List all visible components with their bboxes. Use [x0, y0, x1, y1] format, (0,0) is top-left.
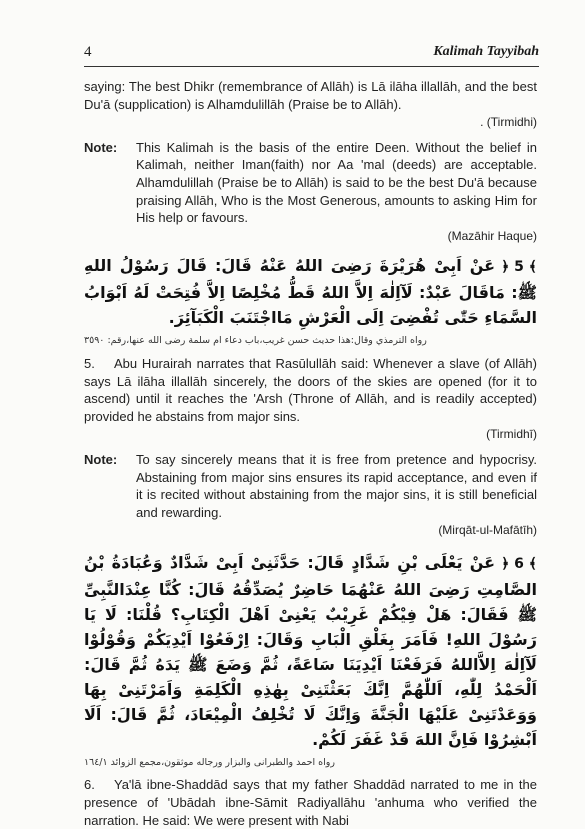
arabic-text: عَنْ اَبِىْ هُرَيْرَةَ رَضِىَ اللهُ عَنْهُ قَالَ: قَالَ رَسُوْلُ اللهِ ﷺ: مَاقَالَ عَبْدٌ: لَآاِلٰهَ اِلاَّ اللهُ قَطُّ مُخْلِصًا اِلاَّ فُتِحَتْ لَهُ اَبْوَابُ السَّمَاءِ حَتّٰى تُفْضِىَ اِلَى الْعَرْشِ مَااجْتَنَبَ الْكَبَآئِرَ.: [84, 256, 537, 328]
hadith-number: 6.: [84, 777, 95, 793]
arabic-text: عَنْ يَعْلَى بْنِ شَدَّادٍ قَالَ: حَدَّثَنِىْ اَبِىْ شَدَّادٌ وَعُبَادَةُ بْنُ الصَّامِتِ رَضِىَ اللهُ عَنْهُمَا حَاضِرٌ يُصَدِّقُهُ قَالَ: كُنَّا عِنْدَالنَّبِىِّ ﷺ فَقَالَ: هَلْ فِيْكُمْ غَرِيْبٌ يَعْنِىْ اَهْلَ الْكِتَابِ؟ قُلْنَا: لَا يَا رَسُوْلَ اللهِ! فَاَمَرَ بِغَلْقِ الْبَابِ وَقَالَ: اِرْفَعُوْا اَيْدِيَكُمْ وَقُوْلُوْا لَآاِلٰهَ اِلاَّاللهُ فَرَفَعْنَا اَيْدِيَنَا سَاعَةً، ثُمَّ وَضَعَ ﷺ يَدَهُ ثُمَّ قَالَ: اَلْحَمْدُ لِلّٰهِ، اَللّٰهُمَّ اِنَّكَ بَعَثْتَنِىْ بِهٰذِهِ الْكَلِمَةِ وَاَمَرْتَنِىْ بِهَا وَوَعَدْتَنِىْ عَلَيْهَا الْجَنَّةَ وَاِنَّكَ لَا تُخْلِفُ الْمِيْعَادَ، ثُمَّ قَالَ: اَلَا اَبْشِرُوْا فَاِنَّ اللهَ قَدْ غَفَرَ لَكُمْ.: [84, 552, 537, 749]
hadith-5-source: (Tirmidhī): [486, 427, 537, 442]
intro-paragraph: saying: The best Dhikr (remembrance of Allāh) is Lā ilāha illallāh, and the best Du'ā (supplication) is Alhamdulillāh (Praise be to Allāh).: [84, 79, 537, 112]
running-title: Kalimah Tayyibah: [433, 44, 539, 59]
page-number: 4: [84, 44, 92, 60]
note-2: [84, 451, 537, 540]
translation-text: Ya'lā ibne-Shaddād says that my father Shaddād narrated to me in the presence of 'Ubādah ibne-Sāmit Radiyallāhu 'anhuma who verified the narration. He said: We were present with Nabi: [84, 777, 537, 828]
note-text: To say sincerely means that it is free from pretence and hypocrisy. Abstaining from major sins ensures its rapid acceptance, and even if it is recited without abstaining from the major sins, it is still beneficial and rewarding.: [136, 451, 537, 520]
hadith-5-arabic: [84, 253, 537, 330]
note-label: Note:: [84, 139, 118, 155]
hadith-number-badge: ﴿ 5 ﴾: [501, 259, 537, 276]
hadith-6-reference: رواه احمد والطبرانى والبزار ورجاله موثقون،مجمع الزوائد ١٦٤/١: [84, 756, 335, 768]
note-1: [84, 139, 537, 246]
hadith-5-reference: رواه الترمذي وقال:هذا حديث حسن غريب،باب دعاء ام سلمة رضى الله عنها،رقم: ٣٥٩٠: [84, 335, 427, 347]
page-body: [84, 78, 537, 829]
intro-source: . (Tirmidhi): [480, 115, 537, 130]
hadith-number-badge: ﴿ 6 ﴾: [501, 555, 537, 572]
hadith-5-translation: [84, 355, 537, 425]
hadith-6-arabic: [84, 550, 537, 752]
translation-text: Abu Hurairah narrates that Rasūlullāh said: Whenever a slave (of Allāh) says Lā ilāha illallāh sincerely, the doors of the skies are opened (for it to ascend) until it reaches the 'Arsh (Throne of Allāh, and is readily accepted) provided he abstains from major sins.: [84, 355, 537, 424]
running-header: [84, 44, 539, 67]
hadith-6-translation: [84, 776, 537, 829]
note-source: (Mirqāt-ul-Mafātīh): [438, 523, 537, 538]
hadith-number: 5.: [84, 355, 95, 371]
note-text: This Kalimah is the basis of the entire Deen. Without the belief in Kalimah, neither Iman(faith) nor Aa 'mal (deeds) are acceptable. Alhamdulillah (Praise be to Allāh) is said to be the best Du'ā because praising Allāh, Who is the Most Generous, amounts to asking Him for His help or favours.: [136, 139, 537, 226]
note-source: (Mazāhir Haque): [447, 228, 537, 243]
note-label: Note:: [84, 451, 118, 467]
